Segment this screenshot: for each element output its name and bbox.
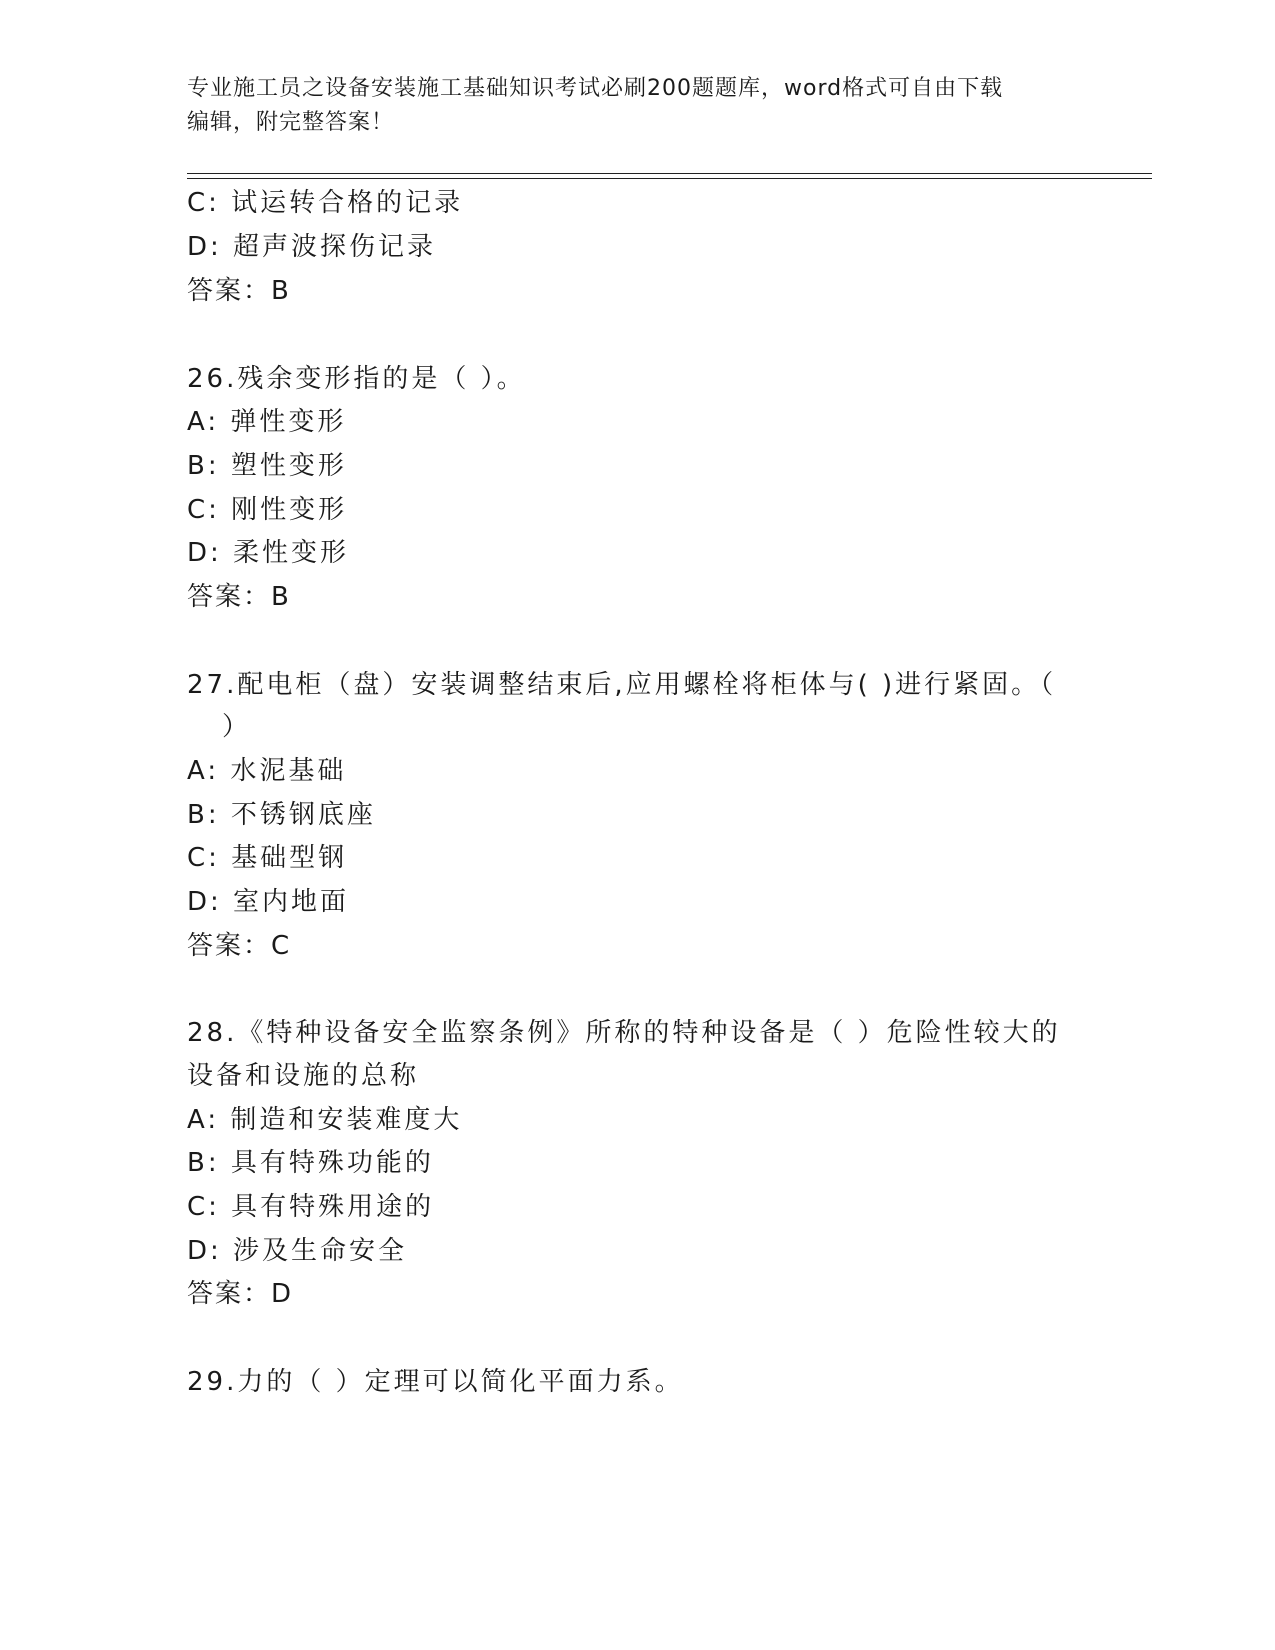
q27-option-d: D: 室内地面 [187, 887, 350, 917]
q25-option-d: D: 超声波探伤记录 [187, 232, 437, 262]
q28-stem-line1: 28.《特种设备安全监察条例》所称的特种设备是（ ）危险性较大的 [187, 1018, 1061, 1048]
q29-stem: 29.力的（ ）定理可以简化平面力系。 [187, 1367, 684, 1397]
q28-stem-line2: 设备和设施的总称 [187, 1061, 420, 1091]
q27-option-a: A: 水泥基础 [187, 756, 347, 786]
document-header [187, 72, 1067, 140]
q28-option-d: D: 涉及生命安全 [187, 1236, 408, 1266]
q26-option-d: D: 柔性变形 [187, 538, 350, 568]
q25-option-c: C: 试运转合格的记录 [187, 188, 464, 218]
q28-option-a: A: 制造和安装难度大 [187, 1105, 463, 1135]
q27-stem-line2: ） [222, 712, 252, 742]
q27-stem-line1: 27.配电柜（盘）安装调整结束后,应用螺栓将柜体与( )进行紧固。（ [187, 670, 1057, 700]
header-rule-bottom [187, 178, 1152, 179]
header-title-line2: 编辑，附完整答案！ [187, 110, 395, 135]
q27-answer: 答案：C [187, 931, 292, 961]
q25-answer: 答案：B [187, 276, 291, 306]
q26-stem: 26.残余变形指的是（ ）。 [187, 364, 526, 394]
q27-option-c: C: 基础型钢 [187, 843, 348, 873]
q26-option-a: A: 弹性变形 [187, 407, 347, 437]
q28-option-b: B: 具有特殊功能的 [187, 1148, 434, 1178]
q28-answer: 答案：D [187, 1279, 294, 1309]
q26-answer: 答案：B [187, 582, 291, 612]
header-title-line1: 专业施工员之设备安装施工基础知识考试必刷200题题库，word格式可自由下载 [187, 76, 1004, 101]
q27-option-b: B: 不锈钢底座 [187, 800, 376, 830]
header-rule-top [187, 173, 1152, 174]
q26-option-b: B: 塑性变形 [187, 451, 347, 481]
q26-option-c: C: 刚性变形 [187, 495, 348, 525]
q28-option-c: C: 具有特殊用途的 [187, 1192, 435, 1222]
